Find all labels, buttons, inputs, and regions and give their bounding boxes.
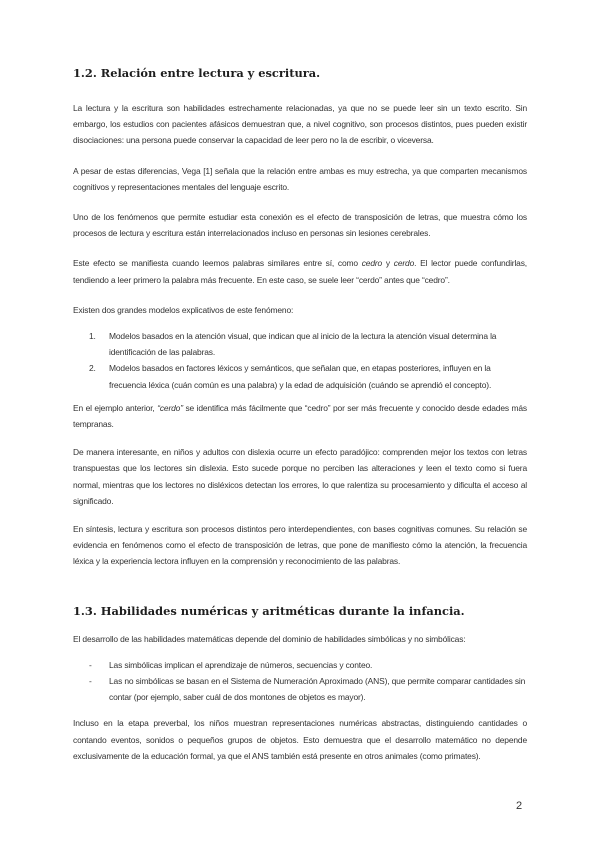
text-run: y [382,258,394,269]
paragraph [73,255,527,287]
italic-word-cerdo: cerdo [393,258,415,269]
page-number: 2 [516,800,523,812]
paragraph: La lectura y la escritura son habilidades estrechamente relacionadas, ya que no se puede leer sin un texto escrito. Sin embargo, los estudios con pacientes afásicos demuestran que, a nivel cognitivo, son procesos distintos, pues pueden existir disociaciones: una persona puede conservar la capacidad de leer pero no la de escribir, o viceversa. [73,103,527,146]
text-run: Este efecto se manifiesta cuando leemos palabras similares entre sí, como [73,258,362,269]
paragraph: Uno de los fenómenos que permite estudiar esta conexión es el efecto de transposición de letras, que muestra cómo los procesos de lectura y escritura están interrelacionados incluso en personas sin lesiones cerebrales. [73,212,527,239]
list-item-text: Las no simbólicas se basan en el Sistema de Numeración Aproximado (ANS), que permite comparar cantidades sin contar (por ejemplo, saber cuál de dos montones de objetos es mayor). [109,676,526,703]
text-run: . El lector puede confundirlas, tendiendo a leer primero la palabra más frecuente. En este caso, se suele leer “cerdo” antes que “cedro”. [73,258,527,285]
paragraph: En síntesis, lectura y escritura son procesos distintos pero interdependientes, con bases cognitivas comunes. Su relación se evidencia en fenómenos como el efecto de transposición de letras, que pone de manifiesto cómo la atención, la frecuencia léxica y la experiencia lectora influyen en la comprensión y reconocimiento de las palabras. [73,524,527,567]
paragraph [73,400,527,432]
page-content [73,66,527,764]
paragraph: Existen dos grandes modelos explicativos de este fenómeno: [73,304,294,315]
paragraph: A pesar de estas diferencias, Vega [1] señala que la relación entre ambas es muy estrecha, ya que comparten mecanismos cognitivos y representaciones mentales del lenguaje escrito. [73,165,527,192]
section-heading-lectura-escritura: 1.2. Relación entre lectura y escritura. [73,66,321,80]
list-marker: 1. [89,331,96,342]
list-item [73,328,527,360]
paragraph: El desarrollo de las habilidades matemáticas depende del dominio de habilidades simbólicas y no simbólicas: [73,633,466,644]
list-marker: - [89,676,92,687]
models-list [73,328,527,393]
list-item-text: Modelos basados en la atención visual, que indican que al inicio de la lectura la atención visual determina la identificación de las palabras. [109,331,497,358]
text-run: se identifica más fácilmente que “cedro” por ser más frecuente y conocido desde edades más tempranas. [73,402,527,430]
list-item [73,673,527,705]
italic-word-cerdo: “cerdo” [157,402,183,413]
list-marker: 2. [89,363,96,374]
list-item-text: Las simbólicas implican el aprendizaje de números, secuencias y conteo. [109,659,373,670]
list-item [73,657,527,673]
list-item [73,360,527,392]
list-item-text: Modelos basados en factores léxicos y semánticos, que señalan que, en etapas posteriores, influyen en la frecuencia léxica (cuán común es una palabra) y la edad de adquisición (cuándo se aprendió el concepto). [109,363,492,390]
italic-word-cedro: cedro [361,258,383,269]
skills-list [73,657,527,706]
list-marker: - [89,659,92,670]
text-run: En el ejemplo anterior, [73,402,158,413]
paragraph: De manera interesante, en niños y adultos con dislexia ocurre un efecto paradójico: comprenden mejor los textos con letras transpuestas que los lectores sin dislexia. Esto sucede porque no perciben las alteraciones y leen el texto como si fuera normal, mientras que los lectores no disléxicos detectan los errores, lo que ralentiza su procesamiento y dificulta el acceso al significado. [73,447,527,506]
paragraph: Incluso en la etapa preverbal, los niños muestran representaciones numéricas abstractas, distinguiendo cantidades o contando eventos, sonidos o pequeños grupos de objetos. Esto demuestra que el desarrollo matemático no depende exclusivamente de la educación formal, ya que el ANS también está presente en otros animales (como primates). [73,718,527,761]
section-heading-habilidades-numericas: 1.3. Habilidades numéricas y aritméticas durante la infancia. [73,603,465,618]
